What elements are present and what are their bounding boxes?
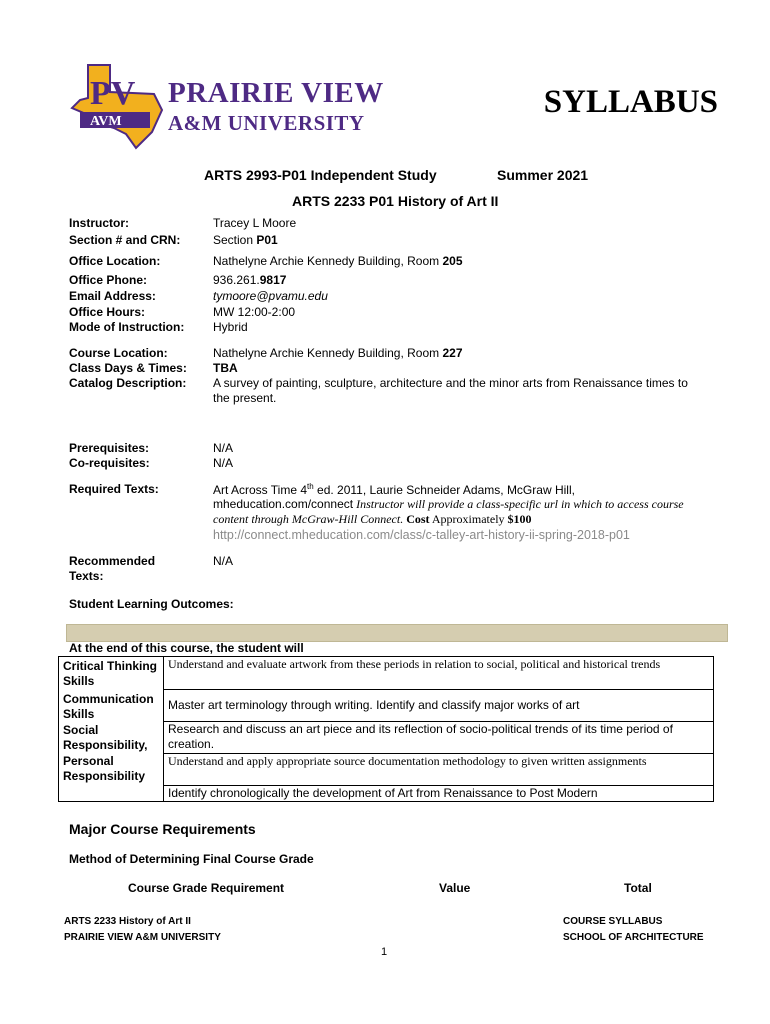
course-line: ARTS 2993-P01 Independent Study — [204, 167, 437, 183]
required-texts-label: Required Texts: — [69, 482, 159, 496]
grade-method-heading: Method of Determining Final Course Grade — [69, 852, 314, 866]
outcomes-table — [58, 656, 714, 802]
office-hours-label: Office Hours: — [69, 305, 146, 319]
connect-class-link[interactable]: http://connect.mheducation.com/class/c-talley-art-history-ii-spring-2018-p01 — [213, 528, 630, 542]
required-texts-line3: content through McGraw-Hill Connect. Cost Approximately $100 — [213, 512, 532, 526]
university-name-line2: A&M UNIVERSITY — [168, 111, 365, 135]
outcomes-header-bar — [66, 624, 728, 642]
coreq-label: Co-requisites: — [69, 456, 150, 470]
grade-col-requirement: Course Grade Requirement — [128, 881, 285, 895]
grade-col-total: Total — [624, 881, 652, 895]
logo-sub-letters: AVM — [90, 114, 122, 129]
recommended-value: N/A — [213, 554, 234, 568]
recommended-label-1: Recommended — [69, 554, 156, 568]
section-label: Section # and CRN: — [69, 233, 181, 247]
class-days-value: TBA — [213, 361, 238, 375]
outcome-item: Identify chronologically the development of Art from Renaissance to Post Modern — [164, 786, 714, 802]
class-days-label: Class Days & Times: — [69, 361, 187, 375]
grade-col-value: Value — [439, 881, 471, 895]
outcome-categories: Critical Thinking Skills Communication Skills Social Responsibility, Personal Responsibility — [59, 657, 164, 802]
office-phone-label: Office Phone: — [69, 273, 148, 287]
outcome-item: Understand and evaluate artwork from these periods in relation to social, political and historical trends — [164, 657, 714, 690]
course-location-value: Nathelyne Archie Kennedy Building, Room 227 — [213, 346, 463, 360]
required-texts-line2: mheducation.com/connect Instructor will provide a class-specific url in which to access course — [213, 497, 684, 511]
course-line2: ARTS 2233 P01 History of Art II — [292, 193, 499, 209]
page-number: 1 — [381, 946, 388, 958]
prereq-value: N/A — [213, 441, 234, 455]
catalog-line1: A survey of painting, sculpture, architecture and the minor arts from Renaissance times to — [213, 376, 688, 390]
table-row — [59, 657, 714, 690]
term: Summer 2021 — [497, 167, 589, 183]
footer-school: SCHOOL OF ARCHITECTURE — [563, 932, 704, 943]
recommended-label-2: Texts: — [69, 569, 104, 583]
texas-pv-logo-icon — [66, 62, 166, 152]
instructor-label: Instructor: — [69, 216, 129, 230]
outcome-item: Master art terminology through writing. Identify and classify major works of art — [164, 690, 714, 722]
office-hours-value: MW 12:00-2:00 — [213, 305, 296, 319]
outcome-item: Understand and apply appropriate source documentation methodology to given written assignments — [164, 754, 714, 786]
office-location-value: Nathelyne Archie Kennedy Building, Room 205 — [213, 254, 463, 268]
catalog-line2: the present. — [213, 391, 277, 405]
section-value: Section P01 — [213, 233, 278, 247]
footer-doc-type: COURSE SYLLABUS — [563, 916, 663, 927]
outcomes-bar-text: At the end of this course, the student will — [69, 641, 304, 655]
catalog-label: Catalog Description: — [69, 376, 187, 390]
outcome-item: Research and discuss an art piece and its reflection of socio-political trends of its time period of creation. — [164, 722, 714, 754]
required-texts-line1: Art Across Time 4th ed. 2011, Laurie Schneider Adams, McGraw Hill, — [213, 482, 575, 497]
email-link[interactable]: tymoore@pvamu.edu — [213, 289, 328, 303]
course-location-label: Course Location: — [69, 346, 168, 360]
major-requirements-heading: Major Course Requirements — [69, 821, 256, 837]
office-phone-value: 936.261.9817 — [213, 273, 287, 287]
document-title: SYLLABUS — [543, 84, 718, 120]
outcomes-heading: Student Learning Outcomes: — [69, 597, 234, 611]
instructor-value: Tracey L Moore — [213, 216, 297, 230]
footer-university: PRAIRIE VIEW A&M UNIVERSITY — [64, 932, 221, 943]
university-name-line1: PRAIRIE VIEW — [168, 77, 384, 109]
coreq-value: N/A — [213, 456, 234, 470]
mode-label: Mode of Instruction: — [69, 320, 185, 334]
email-label: Email Address: — [69, 289, 156, 303]
mode-value: Hybrid — [213, 320, 248, 334]
logo-letters: PV — [90, 75, 136, 112]
footer-course: ARTS 2233 History of Art II — [64, 916, 191, 927]
office-location-label: Office Location: — [69, 254, 161, 268]
prereq-label: Prerequisites: — [69, 441, 150, 455]
